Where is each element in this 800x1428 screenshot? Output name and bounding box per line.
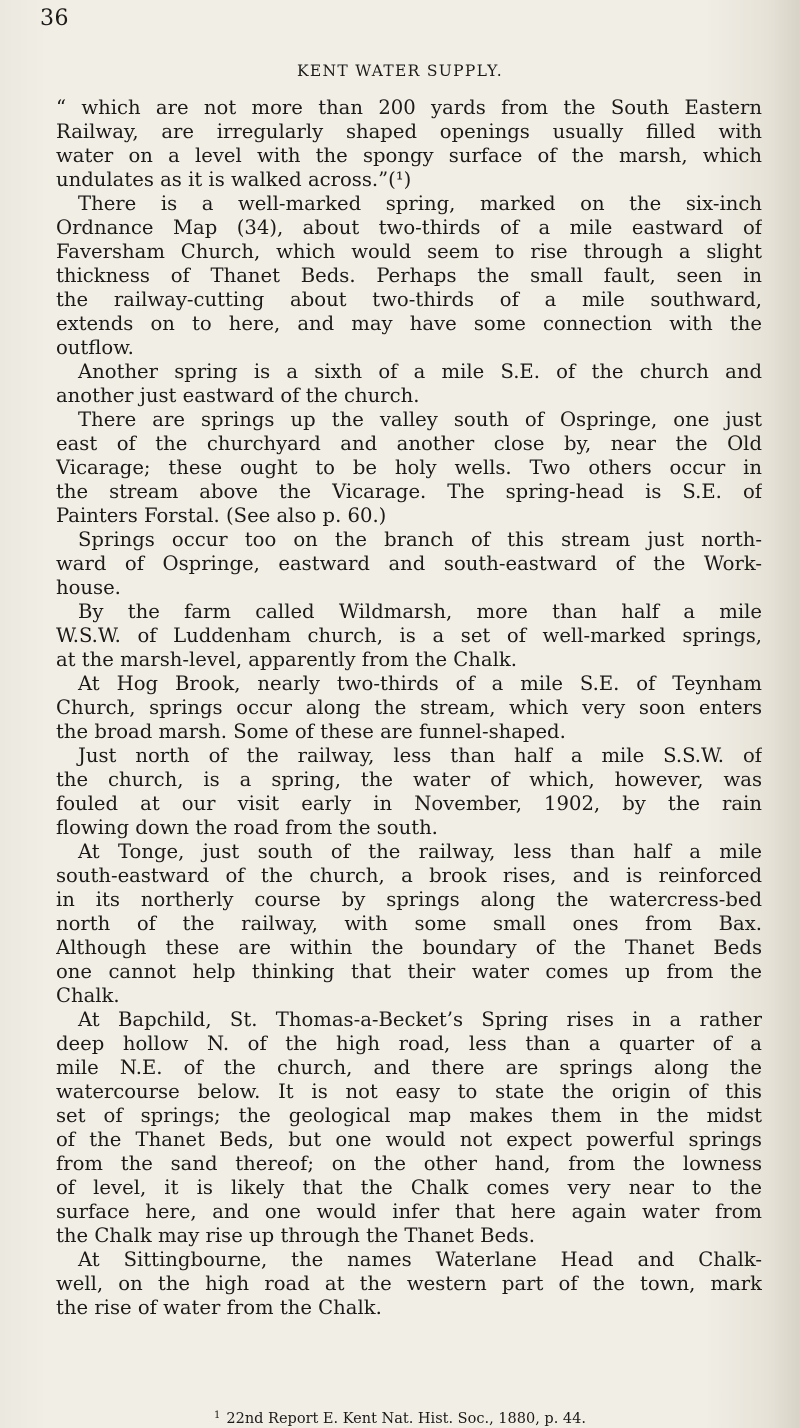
text-line: another just eastward of the church. (56, 384, 420, 407)
text-line: Faversham Church, which would seem to rise through a slight (56, 240, 762, 263)
text-line: There are springs up the valley south of Ospringe, one just (78, 408, 762, 431)
text-line: Just north of the railway, less than half a mile S.S.W. of (78, 744, 762, 767)
text-line: fouled at our visit early in November, 1902, by the rain (56, 792, 762, 815)
text-line: the stream above the Vicarage. The spring-head is S.E. of (56, 480, 762, 503)
body-text (56, 96, 762, 1320)
text-line: Another spring is a sixth of a mile S.E. of the church and (78, 360, 762, 383)
text-line: ward of Ospringe, eastward and south-eastward of the Work- (56, 552, 762, 575)
text-line: surface here, and one would infer that here again water from (56, 1200, 762, 1223)
text-line: water on a level with the spongy surface of the marsh, which (56, 144, 762, 167)
text-line: flowing down the road from the south. (56, 816, 438, 839)
text-line: the railway-cutting about two-thirds of a mile southward, (56, 288, 762, 311)
footnote (0, 1407, 800, 1428)
running-title: KENT WATER SUPPLY. (297, 62, 503, 80)
text-line: W.S.W. of Luddenham church, is a set of well-marked springs, (56, 624, 762, 647)
text-line: house. (56, 576, 121, 599)
text-line: the broad marsh. Some of these are funnel-shaped. (56, 720, 566, 743)
text-line: At Sittingbourne, the names Waterlane Head and Chalk- (78, 1248, 762, 1271)
text-line: east of the churchyard and another close by, near the Old (56, 432, 762, 455)
text-line: in its northerly course by springs along the watercress-bed (56, 888, 762, 911)
text-line: the rise of water from the Chalk. (56, 1296, 382, 1319)
text-line: undulates as it is walked across.”(¹) (56, 168, 412, 191)
text-line: Church, springs occur along the stream, which very soon enters (56, 696, 762, 719)
text-line: of level, it is likely that the Chalk comes very near to the (56, 1176, 762, 1199)
footnote-marker: 1 (214, 1410, 221, 1421)
text-line: thickness of Thanet Beds. Perhaps the small fault, seen in (56, 264, 762, 287)
text-line: extends on to here, and may have some connection with the (56, 312, 762, 335)
page-number: 36 (40, 6, 69, 31)
text-line: There is a well-marked spring, marked on the six-inch (78, 192, 762, 215)
text-line: mile N.E. of the church, and there are springs along the (56, 1056, 762, 1079)
text-line: north of the railway, with some small ones from Bax. (56, 912, 762, 935)
text-line: At Bapchild, St. Thomas-a-Becket’s Spring rises in a rather (78, 1008, 762, 1031)
text-line: at the marsh-level, apparently from the Chalk. (56, 648, 517, 671)
text-line: Vicarage; these ought to be holy wells. Two others occur in (56, 456, 762, 479)
text-line: deep hollow N. of the high road, less than a quarter of a (56, 1032, 762, 1055)
text-line: Chalk. (56, 984, 120, 1007)
text-line: “ which are not more than 200 yards from the South Eastern (56, 96, 762, 119)
text-line: Painters Forstal. (See also p. 60.) (56, 504, 387, 527)
text-line: one cannot help thinking that their water comes up from the (56, 960, 762, 983)
text-line: set of springs; the geological map makes them in the midst (56, 1104, 762, 1127)
text-line: of the Thanet Beds, but one would not expect powerful springs (56, 1128, 762, 1151)
footnote-text: 22nd Report E. Kent Nat. Hist. Soc., 1880, p. 44. (226, 1411, 586, 1427)
text-line: Railway, are irregularly shaped openings usually filled with (56, 120, 762, 143)
text-line: watercourse below. It is not easy to state the origin of this (56, 1080, 762, 1103)
text-line: Ordnance Map (34), about two-thirds of a mile eastward of (56, 216, 762, 239)
text-line: At Hog Brook, nearly two-thirds of a mile S.E. of Teynham (78, 672, 762, 695)
text-line: At Tonge, just south of the railway, less than half a mile (78, 840, 762, 863)
text-line: well, on the high road at the western part of the town, mark (56, 1272, 762, 1295)
text-line: from the sand thereof; on the other hand, from the lowness (56, 1152, 762, 1175)
text-line: the Chalk may rise up through the Thanet Beds. (56, 1224, 535, 1247)
text-line: the church, is a spring, the water of which, however, was (56, 768, 762, 791)
text-line: outflow. (56, 336, 134, 359)
text-line: By the farm called Wildmarsh, more than half a mile (78, 600, 762, 623)
text-line: Although these are within the boundary of the Thanet Beds (56, 936, 762, 959)
text-line: Springs occur too on the branch of this stream just north- (78, 528, 762, 551)
text-line: south-eastward of the church, a brook rises, and is reinforced (56, 864, 762, 887)
